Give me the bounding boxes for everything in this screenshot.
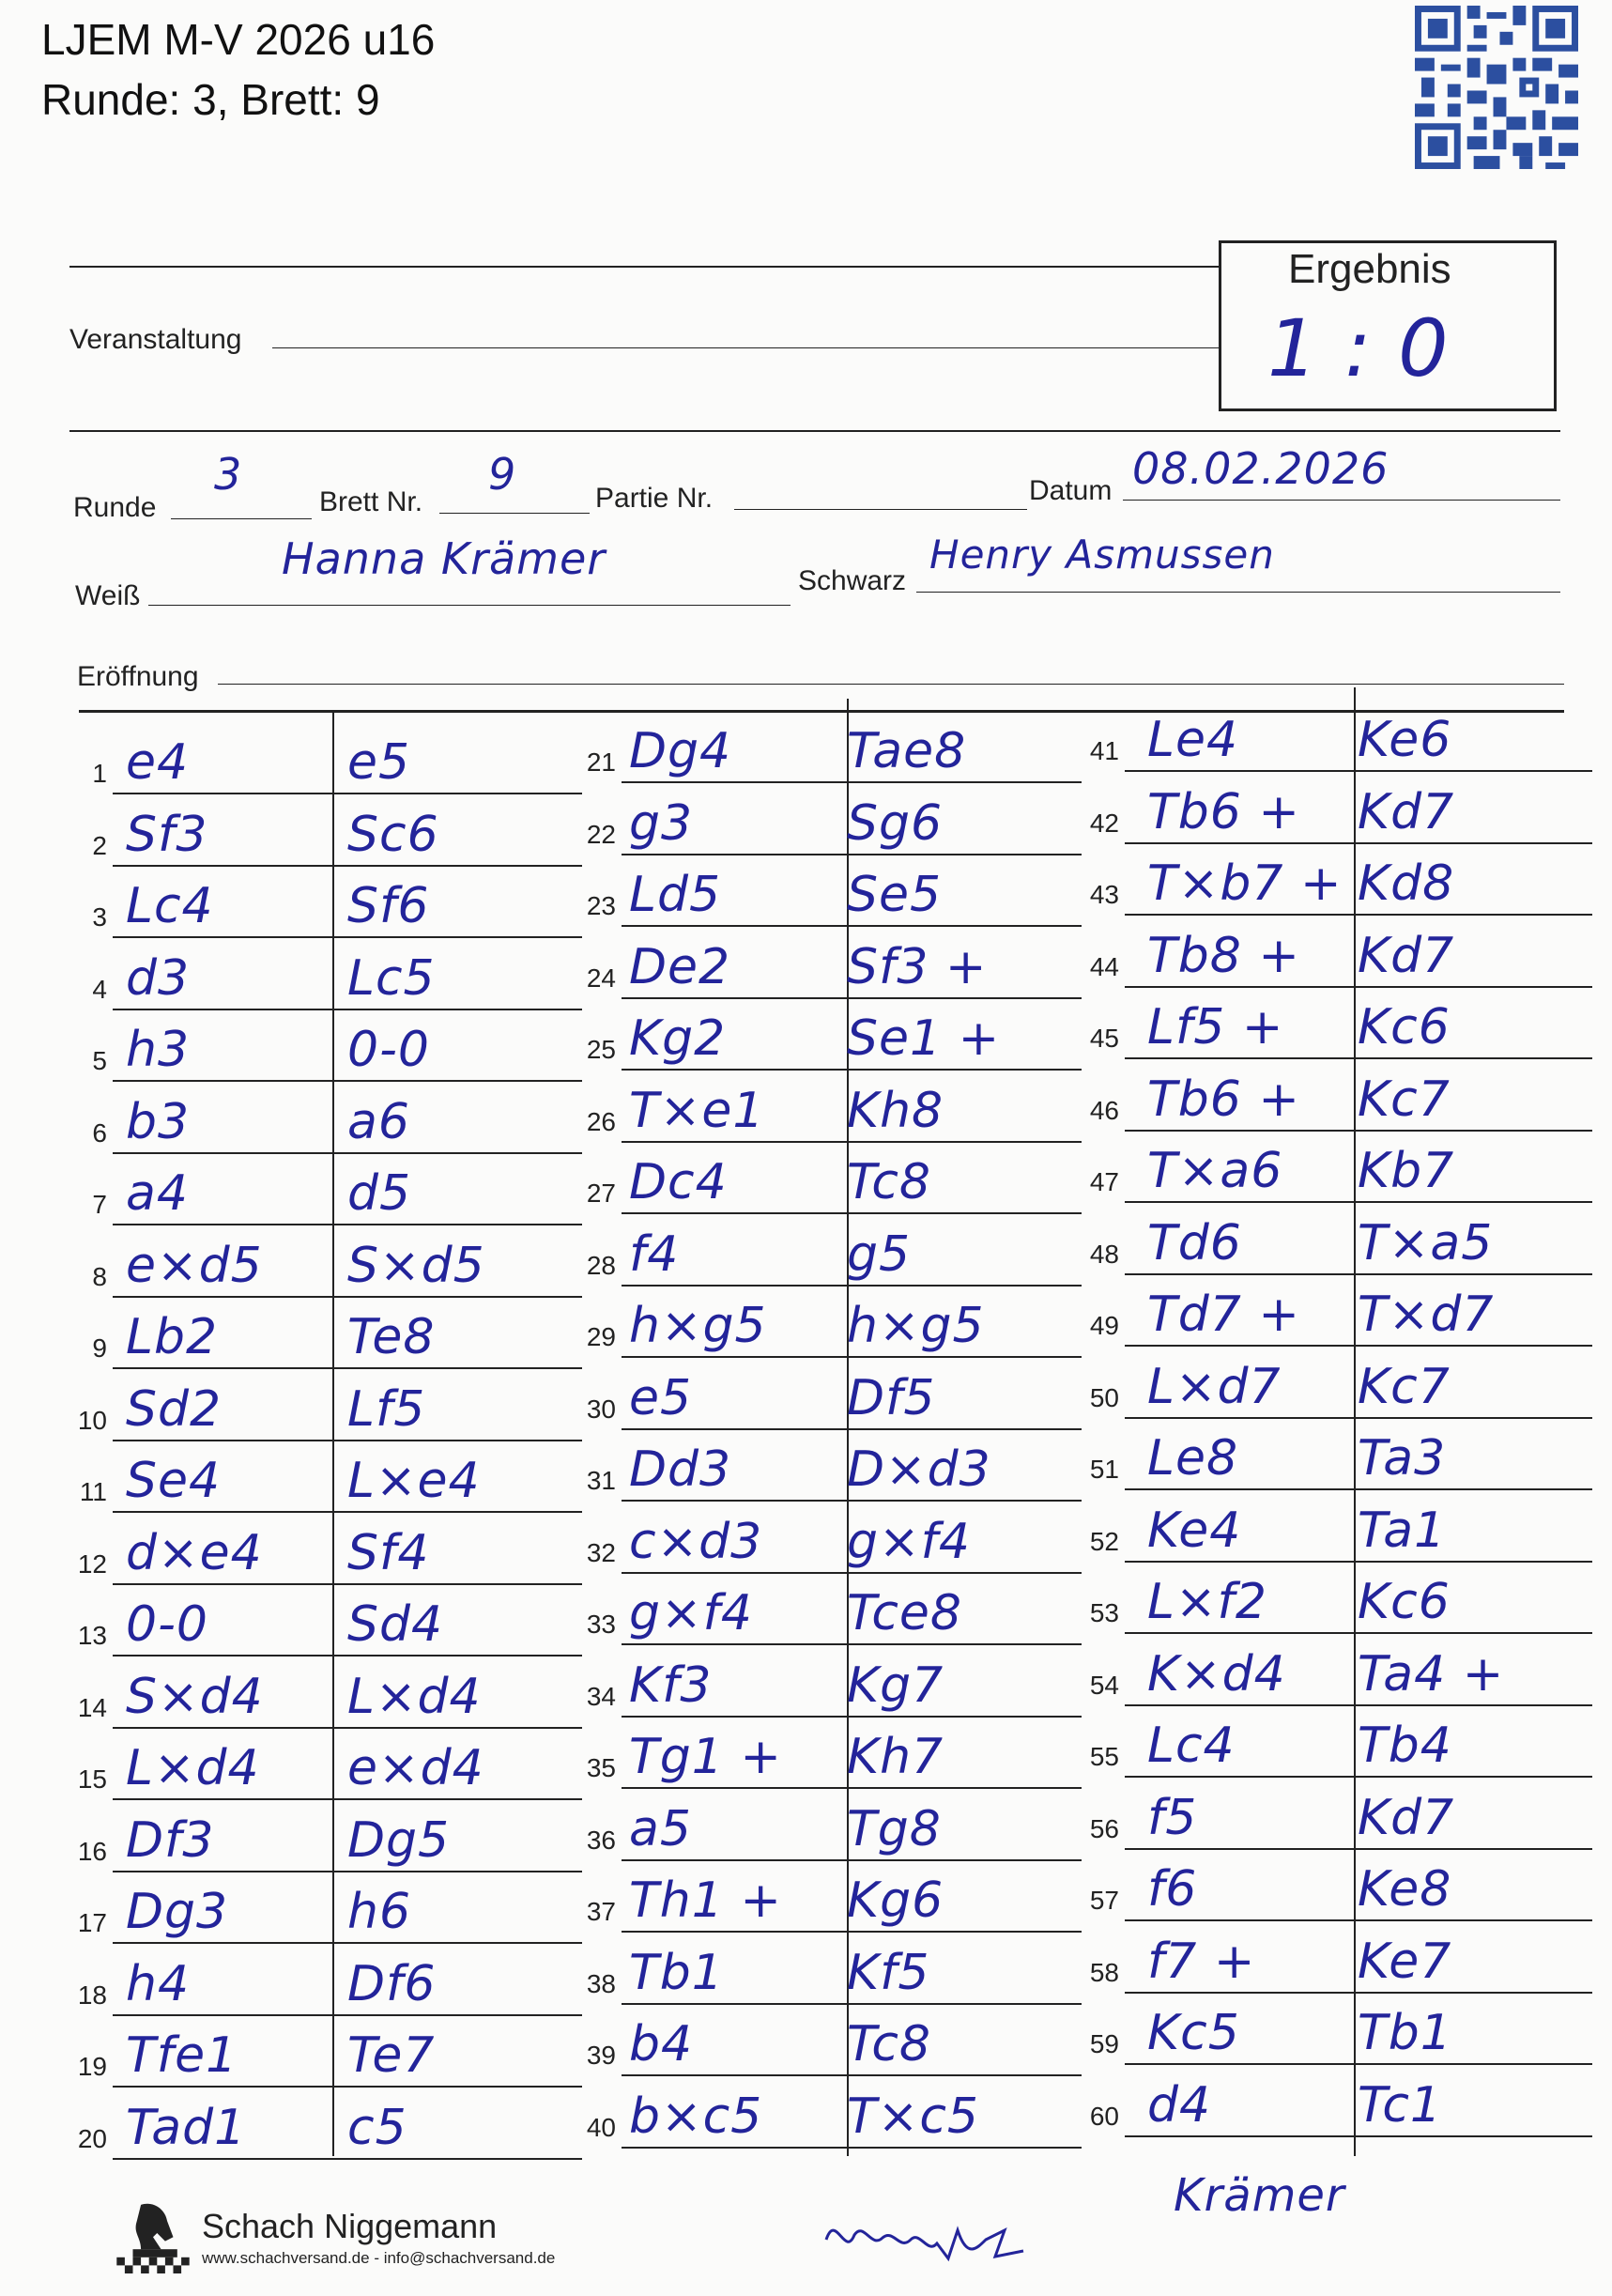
white-move: g×f4 — [629, 1585, 753, 1641]
white-player-name: Hanna Krämer — [282, 533, 606, 584]
black-move: Kg6 — [847, 1872, 944, 1929]
white-move: 0-0 — [126, 1596, 208, 1653]
move-row — [1078, 1419, 1602, 1490]
move-row — [1078, 773, 1602, 844]
move-row — [66, 1010, 591, 1082]
black-player-name: Henry Asmussen — [929, 532, 1275, 578]
black-move: Tc8 — [847, 1154, 932, 1210]
white-move: T×b7 + — [1147, 855, 1343, 912]
white-move: Dg4 — [629, 723, 732, 779]
white-move: e5 — [629, 1369, 693, 1426]
black-move: e5 — [347, 734, 411, 791]
white-move: Lc4 — [126, 878, 214, 934]
white-move: Se4 — [126, 1453, 222, 1509]
move-number: 32 — [586, 1537, 616, 1567]
move-row — [1078, 988, 1602, 1059]
white-move: Tb6 + — [1147, 783, 1300, 840]
black-move: L×d4 — [347, 1668, 482, 1725]
move-number: 60 — [1089, 2101, 1119, 2131]
white-move: f5 — [1147, 1789, 1198, 1846]
white-move: K×d4 — [1147, 1645, 1286, 1703]
black-move: Te8 — [347, 1309, 436, 1365]
black-move: Kh8 — [847, 1082, 944, 1139]
white-move: T×e1 — [629, 1082, 765, 1139]
white-move: L×d4 — [126, 1740, 260, 1796]
white-move: S×d4 — [126, 1668, 264, 1725]
white-move: d4 — [1147, 2076, 1212, 2134]
move-row — [66, 1585, 591, 1657]
date-value: 08.02.2026 — [1132, 443, 1389, 494]
move-number: 8 — [92, 1261, 107, 1291]
black-move: Kd7 — [1358, 1789, 1455, 1846]
move-row — [575, 2077, 1091, 2149]
move-row — [1078, 1204, 1602, 1275]
black-move: Sc6 — [347, 806, 439, 863]
result-value: 1 : 0 — [1267, 302, 1450, 394]
move-row — [66, 1514, 591, 1585]
move-number: 43 — [1089, 880, 1119, 909]
move-row — [1078, 2066, 1602, 2137]
move-number: 18 — [77, 1980, 107, 2010]
white-move: T×a6 — [1147, 1143, 1283, 1199]
footer-contact: www.schachversand.de - info@schachversand.de — [202, 2249, 556, 2267]
white-move: Lc4 — [1147, 1718, 1236, 1774]
black-move: Tc1 — [1358, 2076, 1443, 2134]
move-row — [66, 1441, 591, 1513]
move-number: 40 — [586, 2112, 616, 2142]
white-move: Kg2 — [629, 1010, 727, 1067]
move-number: 7 — [92, 1190, 107, 1219]
white-move: f6 — [1147, 1861, 1198, 1918]
black-move: e×d4 — [347, 1740, 484, 1796]
white-move: Tb8 + — [1147, 927, 1300, 984]
footer-brand: Schach Niggemann — [202, 2207, 498, 2245]
move-number: 49 — [1089, 1311, 1119, 1340]
black-move: Se5 — [847, 867, 943, 923]
move-number: 20 — [77, 2123, 107, 2153]
black-move: S×d5 — [347, 1237, 485, 1294]
move-number: 25 — [586, 1035, 616, 1064]
black-move: Tg8 — [847, 1800, 942, 1857]
white-move: Le8 — [1147, 1430, 1239, 1487]
black-move: Ke8 — [1358, 1861, 1452, 1918]
move-row — [575, 1718, 1091, 1789]
move-row — [1078, 1132, 1602, 1203]
black-move: Tc8 — [847, 2016, 932, 2073]
move-row — [1078, 917, 1602, 988]
white-move: g3 — [629, 794, 694, 852]
move-number: 52 — [1089, 1526, 1119, 1556]
white-move: h×g5 — [629, 1298, 767, 1354]
black-move: Kc7 — [1358, 1071, 1451, 1128]
move-row — [575, 855, 1091, 927]
black-move: Kh7 — [847, 1729, 944, 1785]
white-move: L×f2 — [1147, 1574, 1267, 1630]
round-board-subtitle: Runde: 3, Brett: 9 — [41, 75, 380, 124]
move-number: 37 — [586, 1897, 616, 1926]
black-move: D×d3 — [847, 1441, 991, 1498]
move-row — [66, 867, 591, 938]
white-move: Dd3 — [629, 1441, 732, 1498]
qr-code-icon — [1412, 6, 1581, 169]
white-move: Ld5 — [629, 867, 722, 923]
move-row — [575, 1861, 1091, 1933]
black-move: Te7 — [347, 2027, 436, 2084]
move-row — [66, 939, 591, 1010]
move-number: 22 — [586, 819, 616, 849]
move-row — [66, 2016, 591, 2088]
move-number: 51 — [1089, 1455, 1119, 1484]
move-number: 34 — [586, 1681, 616, 1711]
black-move: T×a5 — [1358, 1214, 1494, 1271]
move-number: 35 — [586, 1753, 616, 1782]
white-move: Dg3 — [126, 1884, 229, 1940]
white-signature: Krämer — [1174, 2169, 1345, 2222]
white-move: a5 — [629, 1800, 692, 1857]
move-number: 23 — [586, 891, 616, 920]
black-move: Ke6 — [1358, 712, 1452, 768]
move-number: 4 — [92, 974, 107, 1004]
white-move: Td7 + — [1147, 1287, 1300, 1343]
move-row — [1078, 1275, 1602, 1347]
move-row — [1078, 1706, 1602, 1778]
round-value: 3 — [214, 449, 243, 500]
black-move: Tb4 — [1358, 1718, 1452, 1774]
white-move: Td6 — [1147, 1214, 1242, 1271]
white-move: Sd2 — [126, 1380, 223, 1438]
black-move: g×f4 — [847, 1513, 971, 1570]
move-row — [575, 1143, 1091, 1214]
move-number: 55 — [1089, 1742, 1119, 1771]
black-move: Kd7 — [1358, 783, 1455, 840]
move-number: 27 — [586, 1179, 616, 1208]
move-number: 21 — [586, 747, 616, 777]
black-move: Df5 — [847, 1369, 936, 1426]
move-row — [1078, 1348, 1602, 1419]
move-number: 17 — [77, 1908, 107, 1937]
move-row — [575, 712, 1091, 783]
black-move: Sf6 — [347, 878, 430, 934]
black-move: a6 — [347, 1093, 410, 1150]
opening-label: Eröffnung — [77, 661, 199, 692]
white-move: Df3 — [126, 1811, 215, 1869]
move-number: 53 — [1089, 1598, 1119, 1627]
white-move: e×d5 — [126, 1237, 263, 1294]
move-number: 16 — [77, 1836, 107, 1866]
black-move: Ta3 — [1358, 1430, 1447, 1487]
white-move: Tb1 — [629, 1944, 724, 2001]
move-number: 36 — [586, 1825, 616, 1855]
move-row — [66, 1657, 591, 1729]
black-move: Kd7 — [1358, 927, 1455, 984]
move-row — [1078, 1850, 1602, 1921]
move-number: 2 — [92, 830, 107, 860]
black-move: Tce8 — [847, 1585, 963, 1641]
move-row — [575, 1287, 1091, 1358]
black-move: Lc5 — [347, 949, 436, 1007]
move-row — [575, 1359, 1091, 1430]
move-number: 39 — [586, 2041, 616, 2070]
move-number: 13 — [77, 1621, 107, 1650]
move-row — [575, 1934, 1091, 2005]
move-row — [66, 1083, 591, 1154]
move-row — [66, 1298, 591, 1369]
black-move: T×d7 — [1358, 1287, 1495, 1343]
black-move: Se1 + — [847, 1010, 1001, 1067]
move-row — [1078, 1563, 1602, 1634]
white-move: Tg1 + — [629, 1729, 782, 1785]
black-move: h6 — [347, 1884, 412, 1940]
black-move: Kf5 — [847, 1944, 930, 2001]
black-move: Ke7 — [1358, 1933, 1452, 1990]
move-row — [575, 784, 1091, 855]
white-move: a4 — [126, 1165, 189, 1222]
move-number: 47 — [1089, 1167, 1119, 1196]
chess-knight-logo-icon — [113, 2193, 193, 2273]
move-number: 30 — [586, 1394, 616, 1424]
white-move: Dc4 — [629, 1154, 728, 1210]
move-number: 59 — [1089, 2029, 1119, 2058]
round-label: Runde — [73, 492, 157, 523]
white-move: h3 — [126, 1022, 191, 1078]
move-row-line — [622, 2147, 1082, 2149]
black-move: 0-0 — [347, 1022, 430, 1078]
move-row — [66, 1226, 591, 1298]
move-row-line — [1125, 2135, 1592, 2137]
white-move: Sf3 — [126, 806, 208, 863]
date-label: Datum — [1029, 475, 1113, 506]
board-label: Brett Nr. — [319, 486, 423, 517]
move-number: 14 — [77, 1692, 107, 1722]
black-move: g5 — [847, 1225, 912, 1283]
game-label: Partie Nr. — [595, 483, 714, 514]
move-number: 57 — [1089, 1886, 1119, 1915]
white-move: Th1 + — [629, 1872, 782, 1929]
move-row — [66, 1370, 591, 1441]
black-move: Kg7 — [847, 1657, 944, 1714]
move-row — [66, 1154, 591, 1225]
black-move: Df6 — [347, 1955, 437, 2012]
move-row — [1078, 1922, 1602, 1994]
black-move: Lf5 — [347, 1380, 426, 1438]
move-number: 42 — [1089, 808, 1119, 838]
white-move: Lf5 + — [1147, 999, 1284, 1056]
black-move: Ta4 + — [1358, 1645, 1505, 1703]
move-row — [66, 1729, 591, 1800]
black-move: Sf3 + — [847, 938, 988, 995]
white-move: L×d7 — [1147, 1358, 1282, 1415]
move-number: 58 — [1089, 1957, 1119, 1987]
black-move: Sg6 — [847, 794, 944, 852]
event-label: Veranstaltung — [69, 324, 242, 355]
black-move: Sf4 — [347, 1524, 430, 1581]
white-move: Tfe1 — [126, 2027, 238, 2084]
move-row — [1078, 844, 1602, 916]
move-number: 41 — [1089, 736, 1119, 765]
move-row — [66, 1945, 591, 2016]
move-number: 38 — [586, 1968, 616, 1998]
page-title: LJEM M-V 2026 u16 — [41, 15, 436, 64]
black-move: Tb1 — [1358, 2005, 1452, 2061]
move-row — [575, 1430, 1091, 1502]
white-move: b×c5 — [629, 2088, 763, 2145]
black-move: Kc7 — [1358, 1358, 1451, 1415]
black-move: Tae8 — [847, 723, 967, 779]
move-number: 33 — [586, 1610, 616, 1639]
white-move: b3 — [126, 1093, 191, 1150]
move-number: 3 — [92, 902, 107, 932]
move-number: 11 — [79, 1477, 107, 1506]
white-move: Le4 — [1147, 712, 1239, 768]
white-move: Ke4 — [1147, 1502, 1242, 1559]
white-move: Kf3 — [629, 1657, 713, 1714]
white-move: De2 — [629, 938, 731, 995]
move-row — [575, 999, 1091, 1071]
move-row — [66, 1872, 591, 1944]
result-title: Ergebnis — [1288, 246, 1451, 292]
move-number: 44 — [1089, 951, 1119, 981]
white-move: f7 + — [1147, 1933, 1256, 1990]
white-label: Weiß — [75, 580, 141, 611]
move-number: 29 — [586, 1322, 616, 1351]
black-move: Sd4 — [347, 1596, 444, 1653]
white-move: e4 — [126, 734, 190, 791]
move-row — [575, 1646, 1091, 1718]
move-number: 1 — [92, 759, 107, 788]
move-row — [1078, 1060, 1602, 1132]
black-move: Dg5 — [347, 1811, 451, 1869]
black-move: Kc6 — [1358, 999, 1451, 1056]
black-move: Kd8 — [1358, 855, 1455, 912]
white-move: d3 — [126, 949, 191, 1007]
move-row — [575, 1215, 1091, 1287]
move-row — [1078, 1994, 1602, 2065]
white-move: Tb6 + — [1147, 1071, 1300, 1128]
move-row — [575, 1574, 1091, 1645]
move-row — [575, 2005, 1091, 2076]
move-row — [575, 928, 1091, 999]
move-row — [1078, 701, 1602, 772]
move-number: 56 — [1089, 1813, 1119, 1843]
move-number: 12 — [77, 1549, 107, 1579]
move-row — [66, 723, 591, 794]
move-row — [1078, 1635, 1602, 1706]
white-move: b4 — [629, 2016, 694, 2073]
white-move: d×e4 — [126, 1524, 263, 1581]
black-move: d5 — [347, 1165, 412, 1222]
move-number: 54 — [1089, 1670, 1119, 1700]
move-row — [575, 1071, 1091, 1143]
move-row-line — [113, 2158, 582, 2160]
board-value: 9 — [488, 449, 517, 500]
move-row — [66, 795, 591, 867]
move-row — [575, 1790, 1091, 1861]
move-number: 28 — [586, 1250, 616, 1280]
move-number: 9 — [92, 1333, 107, 1363]
move-number: 46 — [1089, 1095, 1119, 1125]
move-number: 50 — [1089, 1382, 1119, 1412]
black-move: c5 — [347, 2099, 407, 2156]
black-move: T×c5 — [847, 2088, 980, 2145]
move-number: 26 — [586, 1106, 616, 1136]
move-number: 6 — [92, 1117, 107, 1148]
white-move: Kc5 — [1147, 2005, 1240, 2061]
move-number: 48 — [1089, 1239, 1119, 1269]
move-row — [66, 1801, 591, 1872]
black-move: h×g5 — [847, 1298, 985, 1354]
white-move: Lb2 — [126, 1309, 219, 1365]
black-label: Schwarz — [798, 565, 907, 596]
white-move: f4 — [629, 1225, 680, 1283]
white-move: h4 — [126, 1955, 191, 2012]
move-number: 15 — [77, 1764, 107, 1794]
black-move: Kb7 — [1358, 1143, 1455, 1199]
move-number: 5 — [92, 1046, 107, 1075]
move-row — [1078, 1491, 1602, 1563]
move-number: 24 — [586, 963, 616, 993]
black-signature — [817, 2202, 1052, 2268]
move-number: 31 — [586, 1466, 616, 1495]
move-row — [575, 1502, 1091, 1574]
move-number: 45 — [1089, 1024, 1119, 1053]
white-move: Tad1 — [126, 2099, 247, 2156]
move-row — [66, 2088, 591, 2160]
white-move: c×d3 — [629, 1513, 763, 1570]
move-number: 19 — [77, 2052, 107, 2081]
black-move: Ta1 — [1358, 1502, 1447, 1559]
move-row — [1078, 1779, 1602, 1850]
move-number: 10 — [77, 1405, 107, 1435]
black-move: L×e4 — [347, 1453, 481, 1509]
black-move: Kc6 — [1358, 1574, 1451, 1630]
